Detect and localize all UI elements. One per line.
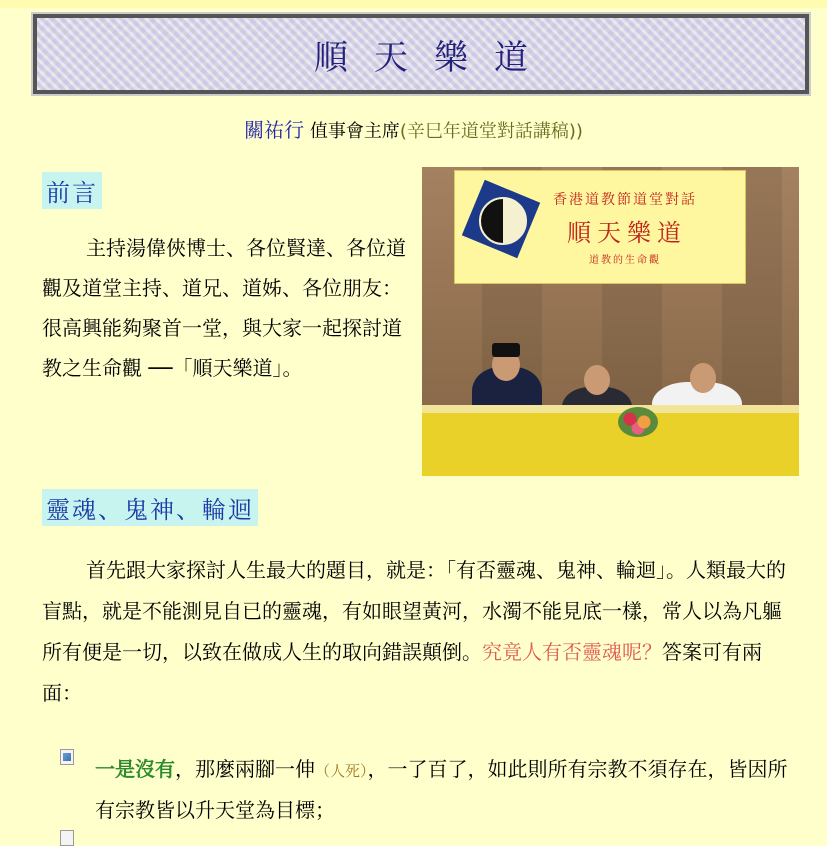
speech-note: (辛巳年道堂對話講稿)): [399, 121, 583, 142]
speaker-hat: [492, 343, 520, 357]
broken-image-icon: [60, 749, 74, 765]
speaker-head: [690, 363, 716, 393]
sign-line-3: 道教的生命觀: [589, 255, 661, 266]
intro-paragraph: [42, 228, 412, 388]
yinyang-icon: [479, 197, 527, 245]
table-cloth: [422, 413, 799, 476]
page-title: 順天樂道: [314, 37, 554, 78]
bullet-text-2: ，一了百了，如此則所有宗教不須存在，皆因所有宗教皆以升天堂為目標；: [95, 757, 788, 822]
intro-text: 主持湯偉俠博士、各位賢達、各位道觀及道堂主持、道兄、道姊、各位朋友：很高興能夠聚首一堂，與大家一起探討道教之生命觀 ──「順天樂道」。: [42, 236, 406, 380]
author-role: 值事會主席: [309, 121, 400, 142]
broken-image-icon: [60, 830, 74, 846]
question-highlight: 究竟人有否靈魂呢？: [482, 640, 662, 664]
body-text: 首先跟大家探討人生最大的題目，就是：「有否靈魂、鬼神、輪迴」。人類最大的盲點，就是不能測見自已的靈魂，有如眼望黃河，水濁不能見底一樣，常人以為凡軀所有便是一切，以致在做成人生的取向錯誤顛倒。: [42, 558, 786, 664]
section-heading-soul: 靈魂、鬼神、輪迴: [42, 489, 258, 526]
body-paragraph: [42, 550, 792, 714]
top-strip: [0, 0, 827, 8]
flower-arrangement-icon: [618, 407, 658, 437]
body-tail: 答案可有兩面：: [42, 640, 762, 705]
author-name: 關祐行: [244, 118, 305, 142]
sign-line-2: 順天樂道: [567, 219, 687, 247]
sign-line-1: 香港道教節道堂對話: [553, 192, 697, 208]
bullet-text-1: ，那麼兩腳一伸: [175, 757, 315, 781]
byline: [0, 114, 827, 143]
event-sign: [454, 170, 746, 284]
bullet-key: 一是沒有: [95, 757, 175, 781]
bullet-paren: （人死）: [315, 762, 368, 780]
section-heading-preface: 前言: [42, 172, 102, 209]
title-banner: [33, 14, 809, 94]
speaker-head: [584, 365, 610, 395]
event-photo: [422, 167, 799, 476]
bullet-item: [95, 750, 795, 830]
